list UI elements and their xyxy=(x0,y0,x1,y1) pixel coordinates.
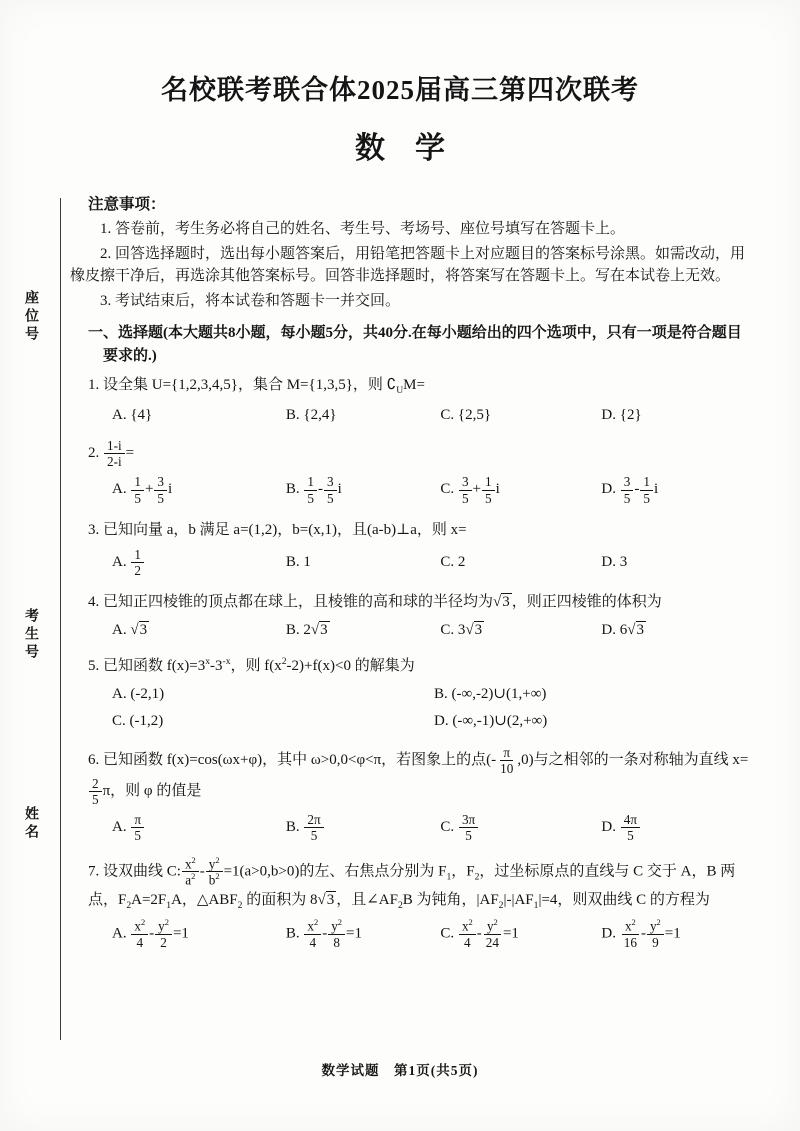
option-a: A. {4} xyxy=(112,406,153,423)
option-d: D. 3 xyxy=(601,554,628,571)
question-stem: 3. 已知向量 a，b 满足 a=(1,2)，b=(x,1)，且(a-b)⊥a，则 x= xyxy=(88,521,467,538)
question-stem: 1. 设全集 U={1,2,3,4,5}，集合 M={1,3,5}，则 $∁_UM=$ xyxy=(88,377,425,397)
option-c: C. $\frac{x^2}{4}$ - $\frac{y^2}{24}$ =1 xyxy=(440,917,519,950)
exam-subject: 数 学 xyxy=(355,132,445,165)
notice-item-2: 2. 回答选择题时，选出每小题答案后，用铅笔把答题卡上对应题目的答案标号涂黑。如需改动，用橡皮擦干净后，再选涂其他答案标号。回答非选择题时，将答案写在答题卡上。写在本试卷上无效。 xyxy=(70,245,746,285)
option-c: C. 3√3 xyxy=(440,622,483,639)
option-b: B. 2√3 xyxy=(285,622,328,639)
exam-title: 名校联考联合体2025届高三第四次联考 xyxy=(161,75,639,105)
option-c: C. (-1,2) xyxy=(112,713,164,730)
option-d: D. $\frac{3}{5}$ - $\frac{1}{5}$ i xyxy=(601,474,659,506)
question-4 xyxy=(88,590,756,642)
option-a: A. $\frac{x^2}{4}$ - $\frac{y^2}{2}$ =1 xyxy=(112,917,189,950)
question-options xyxy=(88,918,756,950)
question-options xyxy=(88,683,756,733)
question-2 xyxy=(88,438,756,506)
question-3 xyxy=(88,518,756,578)
question-1 xyxy=(88,373,756,426)
option-a: A. $\frac{1}{2}$ xyxy=(112,547,286,578)
name-label: 姓名 xyxy=(23,806,38,842)
question-5 xyxy=(88,654,756,733)
option-d: D. (-∞,-1)∪(2,+∞) xyxy=(434,713,548,730)
question-stem: 5. 已知函数 $f(x)=3^x-3^{-x}$，则 $f(x^2-2)+f(x)<0$ 的解集为 xyxy=(88,655,415,674)
option-d: D. 6√3 xyxy=(601,622,644,639)
left-margin-rule xyxy=(60,198,61,1040)
question-stem: 2. $\frac{1-i}{2-i}$ = xyxy=(88,438,135,470)
option-c: C. $\frac{3\pi}{5}$ xyxy=(440,812,601,843)
option-b: B. $\frac{2\pi}{5}$ xyxy=(286,812,441,843)
option-a: A. (-2,1) xyxy=(112,685,165,702)
option-a: A. $\frac{1}{5}$ + $\frac{3}{5}$ i xyxy=(112,474,173,506)
notice-item-3: 3. 考试结束后，将本试卷和答题卡一并交回。 xyxy=(100,292,401,309)
option-b: B. {2,4} xyxy=(285,406,337,423)
option-a: A. $\frac{\pi}{5}$ xyxy=(112,812,286,843)
notice-section xyxy=(70,193,756,312)
question-7 xyxy=(88,856,756,950)
option-d: D. {2} xyxy=(601,406,642,423)
option-d: D. $\frac{x^2}{16}$ - $\frac{y^2}{9}$ =1 xyxy=(601,917,681,950)
option-c: C. {2,5} xyxy=(440,406,492,423)
option-a: A. √3 xyxy=(112,622,148,639)
question-stem: 7. 设双曲线 C: $\frac{x^2}{a^2}$ - $\frac{y^2}{b^2}$ =1(a>0,b>0)的左、右焦点分别为 $F_1$，$F_2$，过坐标原点的直线与 C 交于 A，B 两点，$F_2A=2F_1A$，$\triangle ABF_2$ 的面积为 8√3 ，且$\angle AF_2B$ 为钝角，$|AF_2|-|AF_1|=4$，则双曲线 C 的方程为 xyxy=(88,854,736,911)
question-options xyxy=(88,547,756,578)
section-heading: 一、选择题(本大题共8小题，每小题5分，共40分.在每小题给出的四个选项中，只有一项是符合题目要求的.) xyxy=(88,325,742,364)
option-b: B. $\frac{1}{5}$ - $\frac{3}{5}$ i xyxy=(285,474,342,506)
question-stem: 6. 已知函数 f(x)=cos(ωx+φ)，其中 ω>0,0<φ<π，若图象上的点(- $\frac{\pi}{10}$ ,0)与之相邻的一条对称轴为直线 x= $\frac{2}{5}$ π，则 φ 的值是 xyxy=(88,744,749,808)
question-stem: 4. 已知正四棱锥的顶点都在球上，且棱锥的高和球的半径均为√3 ，则正四棱锥的体积为 xyxy=(88,594,662,611)
exam-body xyxy=(70,193,756,950)
notice-item-1: 1. 答卷前，考生务必将自己的姓名、考生号、考场号、座位号填写在答题卡上。 xyxy=(100,221,626,238)
seat-number-label: 座位号 xyxy=(23,290,38,344)
option-b: B. (-∞,-2)∪(1,+∞) xyxy=(434,685,547,702)
page-footer: 数学试题 第1页(共5页) xyxy=(321,1063,479,1078)
option-b: B. $\frac{x^2}{4}$ - $\frac{y^2}{8}$ =1 xyxy=(285,917,362,950)
question-options xyxy=(88,404,756,427)
candidate-number-label: 考生号 xyxy=(23,608,38,662)
question-options xyxy=(88,619,756,642)
option-b: B. 1 xyxy=(285,554,311,571)
question-options xyxy=(88,812,756,843)
question-options xyxy=(88,474,756,505)
question-6 xyxy=(88,745,756,844)
option-c: C. $\frac{3}{5}$ + $\frac{1}{5}$ i xyxy=(440,474,500,506)
option-d: D. $\frac{4\pi}{5}$ xyxy=(601,812,756,843)
notice-heading: 注意事项： xyxy=(88,196,166,213)
option-c: C. 2 xyxy=(440,554,466,571)
